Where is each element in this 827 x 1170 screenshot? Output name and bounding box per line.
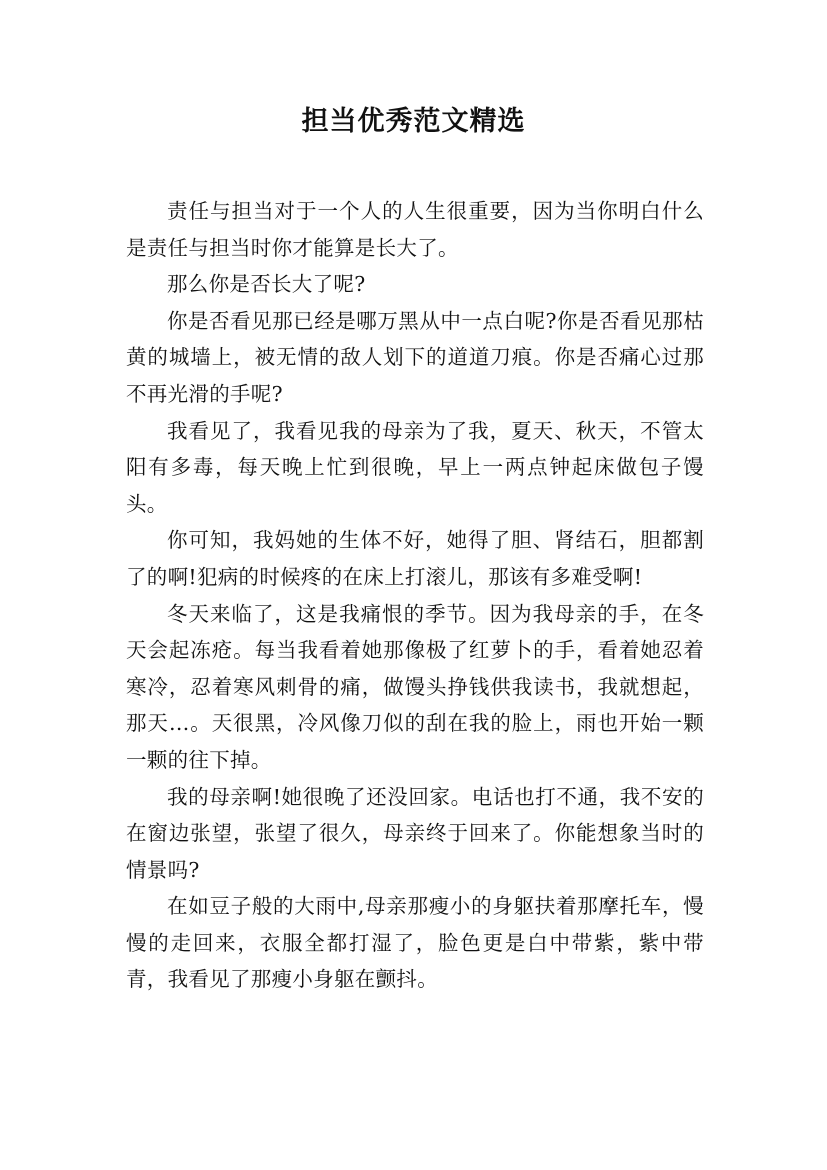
paragraph-3: 你是否看见那已经是哪万黑从中一点白呢?你是否看见那枯黄的城墙上，被无情的敌人划下的道道刀痕。你是否痛心过那不再光滑的手呢? xyxy=(126,308,704,406)
paragraph-8: 在如豆子般的大雨中,母亲那瘦小的身躯扶着那摩托车，慢慢的走回来，衣服全都打湿了，脸色更是白中带紫，紫中带青，我看见了那瘦小身躯在颤抖。 xyxy=(126,894,704,992)
document-title: 担当优秀范文精选 xyxy=(301,106,526,137)
paragraph-6: 冬天来临了，这是我痛恨的季节。因为我母亲的手，在冬天会起冻疮。每当我看着她那像极了红萝卜的手，看着她忍着寒冷，忍着寒风刺骨的痛，做馒头挣钱供我读书，我就想起，那天…。天很黑，冷风像刀似的刮在我的脸上，雨也开始一颗一颗的往下掉。 xyxy=(126,601,704,772)
document-body xyxy=(126,193,704,998)
paragraph-2: 那么你是否长大了呢? xyxy=(167,272,366,297)
paragraph-4: 我看见了，我看见我的母亲为了我，夏天、秋天，不管太阳有多毒，每天晚上忙到很晚，早上一两点钟起床做包子馒头。 xyxy=(126,418,704,516)
paragraph-7: 我的母亲啊!她很晚了还没回家。电话也打不通，我不安的在窗边张望，张望了很久，母亲终于回来了。你能想象当时的情景吗? xyxy=(126,784,704,882)
paragraph-1: 责任与担当对于一个人的人生很重要，因为当你明白什么是责任与担当时你才能算是长大了。 xyxy=(126,199,704,260)
paragraph-5: 你可知，我妈她的生体不好，她得了胆、肾结石，胆都割了的啊!犯病的时候疼的在床上打滚儿，那该有多难受啊! xyxy=(126,528,704,589)
